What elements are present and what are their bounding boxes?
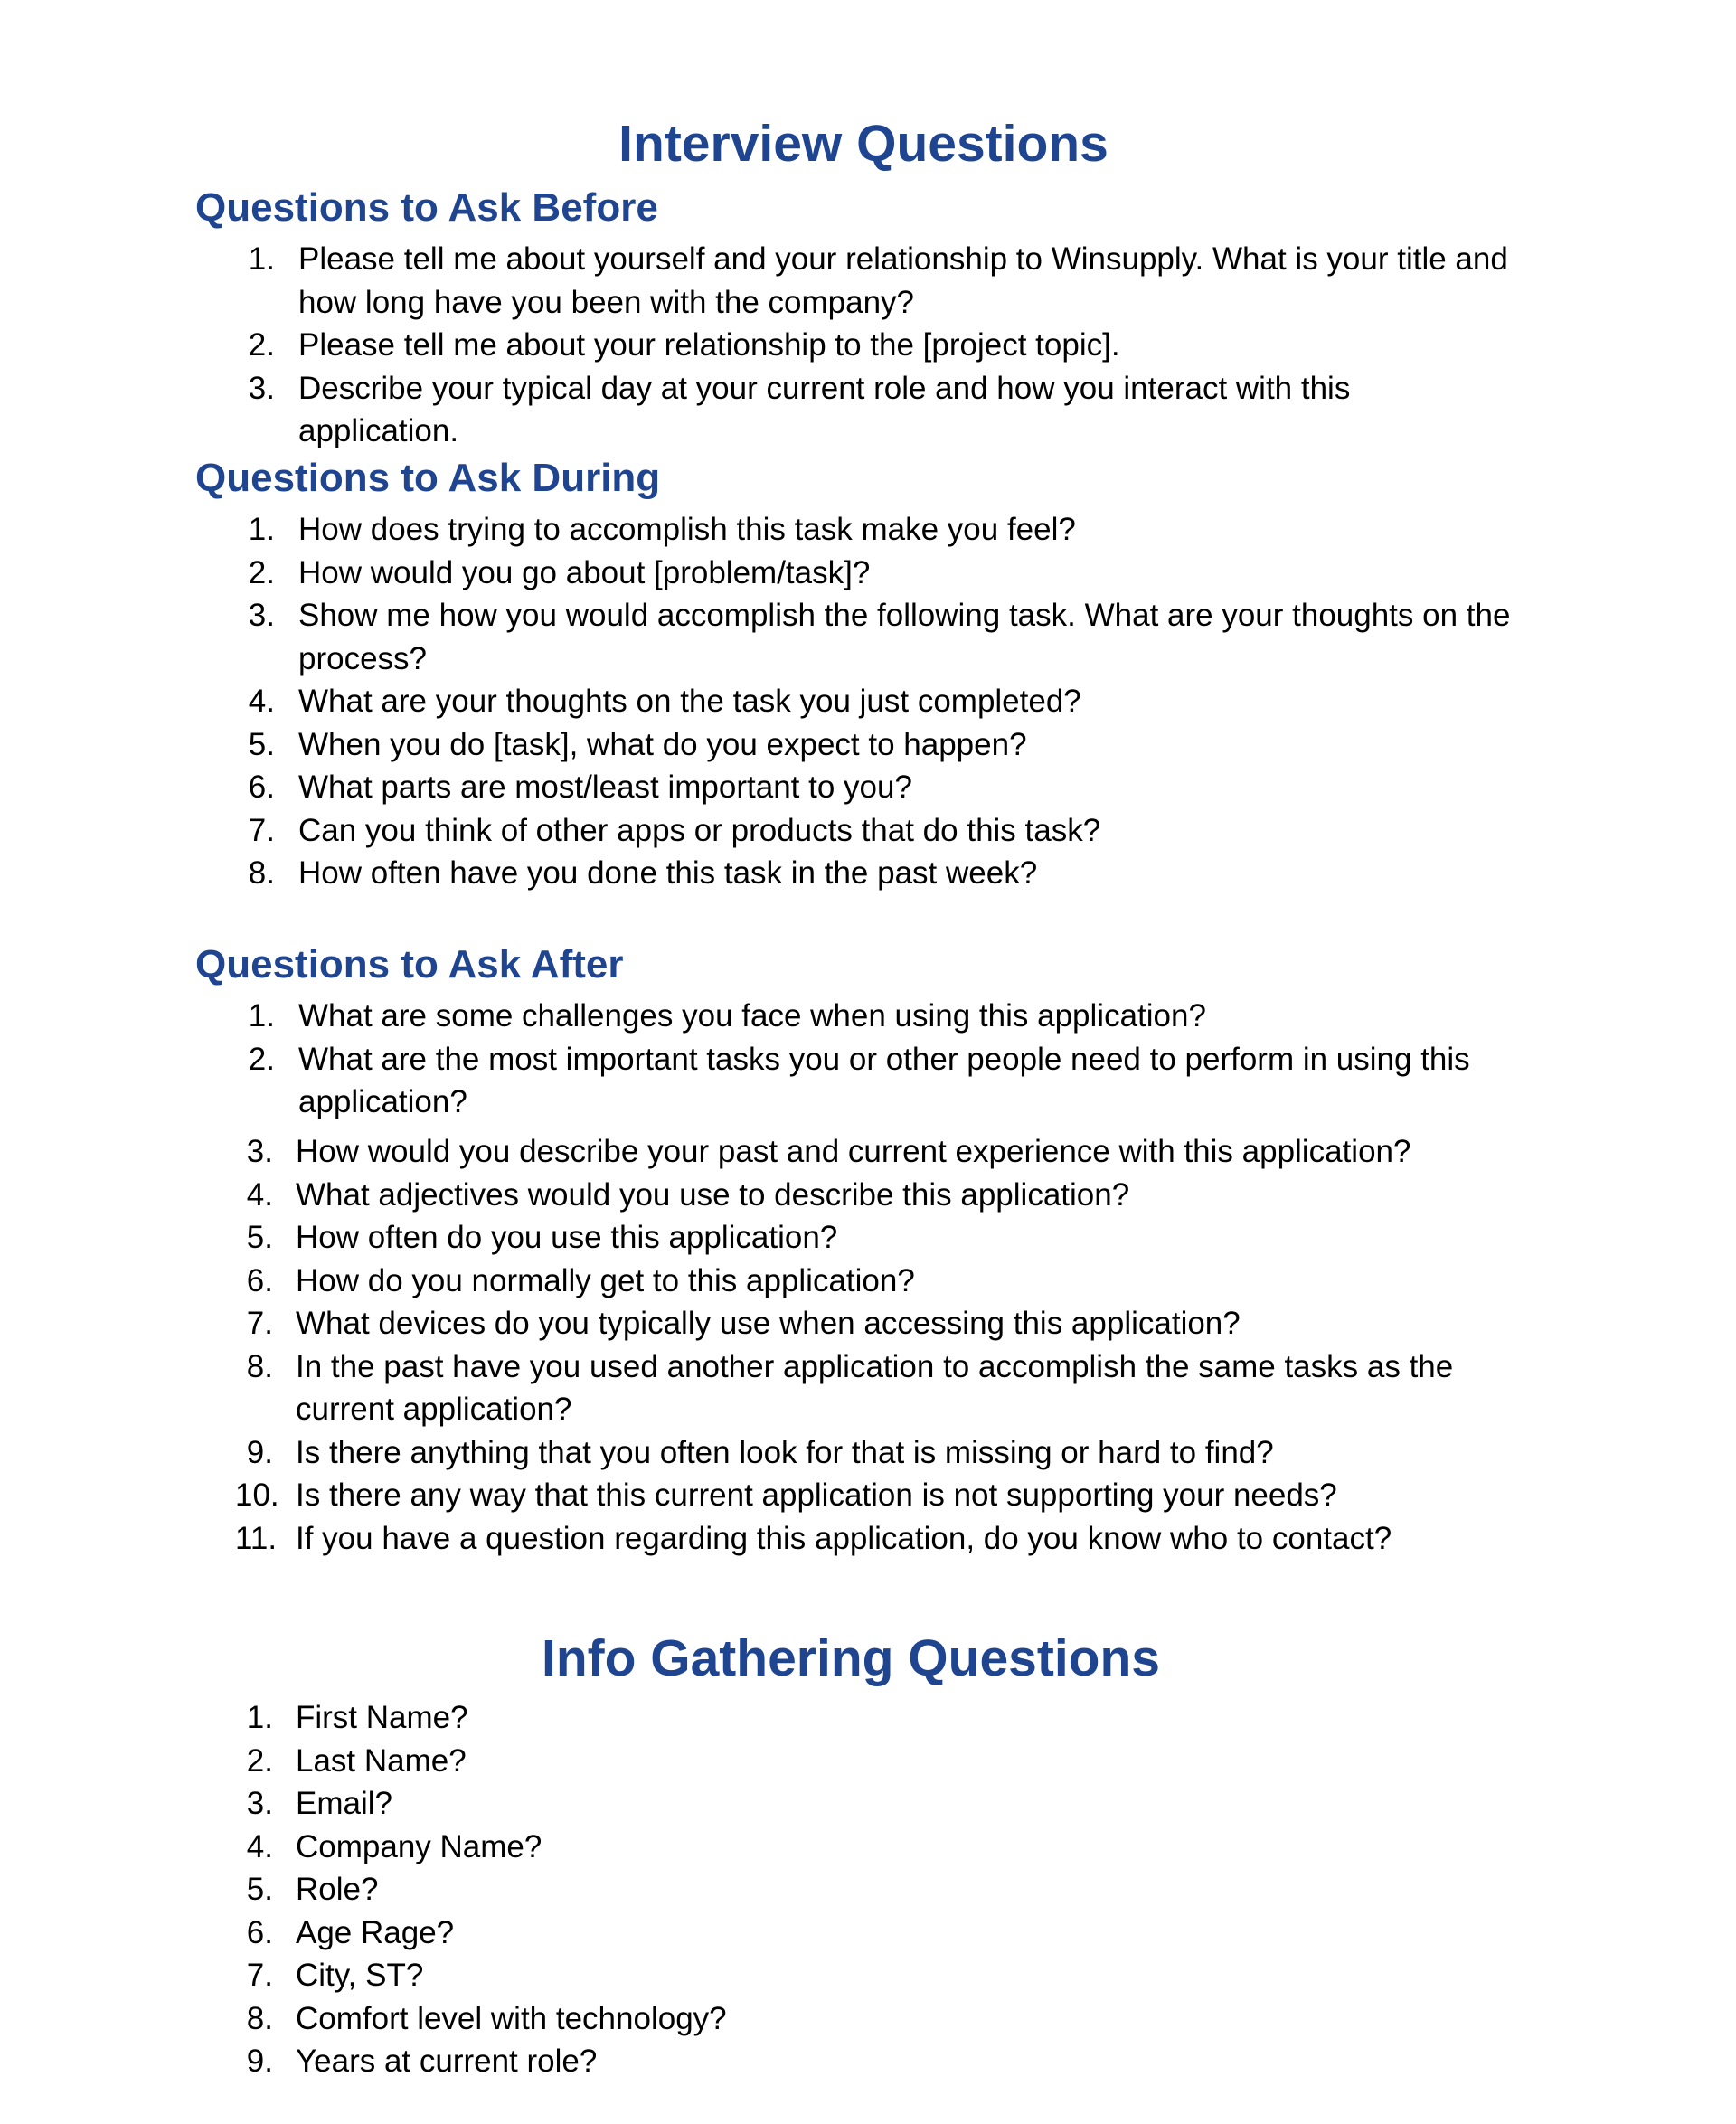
list-item bbox=[235, 1216, 1519, 1260]
list-item-text: First Name? bbox=[296, 1700, 468, 1735]
question-list-before bbox=[235, 238, 1519, 453]
list-item-number: 4. bbox=[246, 1828, 273, 1864]
list-item-text: Role? bbox=[296, 1872, 379, 1907]
list-item-number: 2. bbox=[248, 1041, 275, 1077]
list-item bbox=[235, 1740, 1139, 1783]
list-item bbox=[235, 723, 1519, 767]
list-item-number: 10. bbox=[235, 1477, 279, 1513]
list-item-text: How often have you done this task in the past week? bbox=[298, 855, 1038, 891]
question-list-during bbox=[235, 508, 1519, 895]
question-list-after-part-2 bbox=[235, 1130, 1519, 1560]
section-heading-before: Questions to Ask Before bbox=[195, 185, 658, 230]
section-heading-after: Questions to Ask After bbox=[195, 942, 624, 986]
list-item bbox=[235, 852, 1519, 895]
list-item-number: 1. bbox=[246, 1700, 273, 1735]
list-item-text: How would you describe your past and current experience with this application? bbox=[296, 1134, 1411, 1169]
list-item bbox=[235, 367, 1519, 453]
list-item-text: Last Name? bbox=[296, 1742, 467, 1779]
list-item-text: Email? bbox=[296, 1786, 392, 1821]
list-item-text: Can you think of other apps or products that do this task? bbox=[298, 812, 1101, 848]
list-item-text: What are your thoughts on the task you just completed? bbox=[298, 684, 1081, 719]
list-item-text: Please tell me about yourself and your relationship to Winsupply. What is your title and how long have you been with the company? bbox=[298, 241, 1508, 320]
list-item bbox=[235, 1826, 1139, 1869]
list-item-text: Is there anything that you often look for that is missing or hard to find? bbox=[296, 1434, 1274, 1470]
list-item bbox=[235, 1997, 1139, 2041]
list-item-number: 1. bbox=[248, 998, 275, 1034]
list-item-number: 4. bbox=[248, 684, 275, 719]
list-item-number: 7. bbox=[246, 1306, 273, 1341]
info-gathering-title: Info Gathering Questions bbox=[541, 1629, 1161, 1687]
list-item-number: 5. bbox=[246, 1220, 273, 1255]
list-item bbox=[235, 1954, 1139, 1997]
list-item bbox=[235, 238, 1519, 324]
list-item bbox=[235, 995, 1519, 1038]
list-item-text: Please tell me about your relationship to the [project topic]. bbox=[298, 327, 1120, 363]
list-item-text: How do you normally get to this application? bbox=[296, 1262, 915, 1298]
list-item-text: Show me how you would accomplish the following task. What are your thoughts on the process? bbox=[298, 598, 1511, 676]
list-item-text: In the past have you used another application to accomplish the same tasks as the current application? bbox=[296, 1348, 1454, 1427]
list-item bbox=[235, 1912, 1139, 1955]
info-question-list bbox=[235, 1696, 1139, 2083]
list-item-number: 1. bbox=[248, 241, 275, 277]
list-item-text: How does trying to accomplish this task make you feel? bbox=[298, 512, 1076, 547]
list-item-number: 8. bbox=[246, 2000, 273, 2036]
list-item-number: 6. bbox=[248, 769, 275, 805]
list-item-text: Comfort level with technology? bbox=[296, 2000, 727, 2036]
list-item-text: Years at current role? bbox=[296, 2044, 598, 2079]
list-item-number: 8. bbox=[246, 1348, 273, 1384]
list-item-number: 9. bbox=[246, 1434, 273, 1470]
list-item-number: 7. bbox=[246, 1958, 273, 1993]
list-item-text: What parts are most/least important to you? bbox=[298, 769, 912, 805]
list-item bbox=[235, 1174, 1519, 1217]
list-item-number: 5. bbox=[248, 726, 275, 762]
list-item-text: What are the most important tasks you or other people need to perform in using this application? bbox=[298, 1041, 1470, 1119]
list-item bbox=[235, 1431, 1519, 1475]
list-item bbox=[235, 1345, 1519, 1431]
list-item-text: How often do you use this application? bbox=[296, 1220, 838, 1255]
list-item bbox=[235, 324, 1519, 367]
list-item bbox=[235, 552, 1519, 595]
list-item-number: 3. bbox=[248, 598, 275, 633]
list-item bbox=[235, 1474, 1519, 1517]
list-item bbox=[235, 594, 1519, 680]
list-item-text: City, ST? bbox=[296, 1958, 424, 1993]
list-item bbox=[235, 680, 1519, 723]
list-item-text: How would you go about [problem/task]? bbox=[298, 554, 871, 590]
question-list-after-part-1 bbox=[235, 995, 1519, 1124]
list-item-number: 2. bbox=[246, 1742, 273, 1779]
list-item-number: 8. bbox=[248, 855, 275, 891]
list-item-text: Company Name? bbox=[296, 1828, 542, 1864]
list-item bbox=[235, 1302, 1519, 1345]
list-item-text: What adjectives would you use to describe this application? bbox=[296, 1176, 1130, 1213]
section-heading-during: Questions to Ask During bbox=[195, 456, 661, 500]
list-item bbox=[235, 1696, 1139, 1740]
list-item-text: Is there any way that this current application is not supporting your needs? bbox=[296, 1477, 1337, 1513]
list-item-text: Describe your typical day at your current role and how you interact with this application. bbox=[298, 370, 1351, 448]
list-item bbox=[235, 1868, 1139, 1912]
list-item bbox=[235, 1782, 1139, 1826]
list-item-text: If you have a question regarding this application, do you know who to contact? bbox=[296, 1520, 1392, 1556]
list-item-number: 3. bbox=[246, 1786, 273, 1821]
list-item-number: 6. bbox=[246, 1262, 273, 1298]
list-item bbox=[235, 1260, 1519, 1303]
list-item-number: 2. bbox=[248, 327, 275, 363]
list-item-text: When you do [task], what do you expect to happen? bbox=[298, 726, 1027, 762]
list-item bbox=[235, 1517, 1519, 1561]
list-item-number: 5. bbox=[246, 1872, 273, 1907]
list-item-number: 4. bbox=[246, 1176, 273, 1213]
list-item-number: 6. bbox=[246, 1914, 273, 1950]
list-item-number: 2. bbox=[248, 554, 275, 590]
list-item-text: What devices do you typically use when accessing this application? bbox=[296, 1306, 1241, 1341]
list-item-text: What are some challenges you face when using this application? bbox=[298, 998, 1206, 1034]
list-item-number: 3. bbox=[246, 1134, 273, 1169]
list-item bbox=[235, 508, 1519, 552]
list-item-number: 9. bbox=[246, 2044, 273, 2079]
list-item bbox=[235, 766, 1519, 809]
list-item-number: 7. bbox=[248, 812, 275, 848]
list-item-number: 11. bbox=[235, 1520, 278, 1556]
list-item bbox=[235, 1130, 1519, 1174]
list-item bbox=[235, 2040, 1139, 2083]
list-item-text: Age Rage? bbox=[296, 1914, 455, 1950]
list-item-number: 1. bbox=[248, 512, 275, 547]
list-item bbox=[235, 1038, 1519, 1124]
page-title: Interview Questions bbox=[618, 115, 1109, 173]
list-item-number: 3. bbox=[248, 370, 275, 406]
list-item bbox=[235, 809, 1519, 853]
